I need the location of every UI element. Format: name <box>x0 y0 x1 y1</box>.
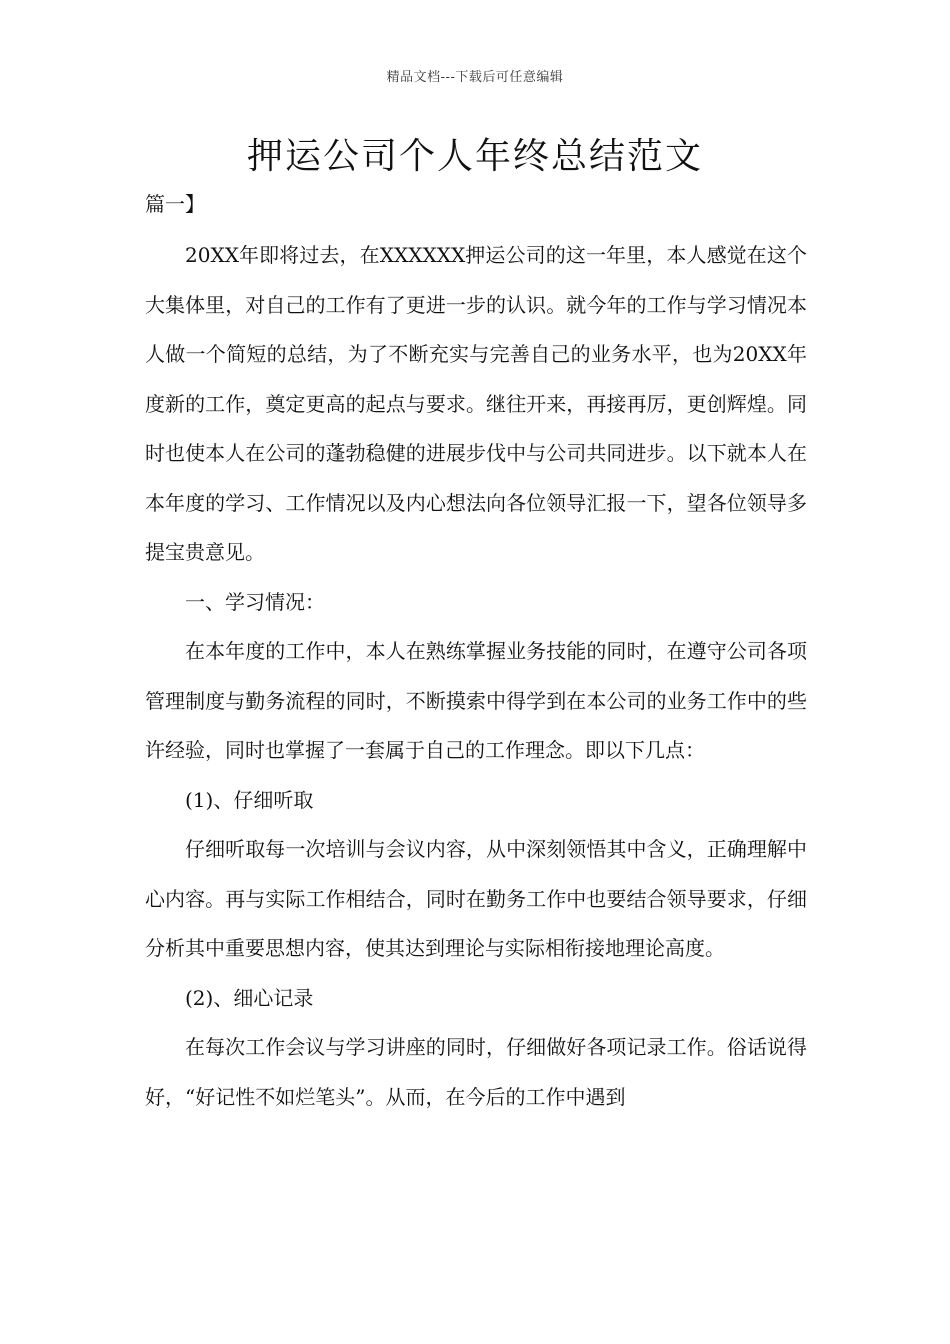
paragraph-careful-recording: 在每次工作会议与学习讲座的同时，仔细做好各项记录工作。俗话说得好，“好记性不如烂笔头”。从而，在今后的工作中遇到 <box>145 1035 807 1109</box>
section-marker: 篇一】 <box>145 192 205 216</box>
document-body <box>145 231 807 1122</box>
subheading-careful-recording: (2)、细心记录 <box>185 985 314 1010</box>
heading-study-situation: 一、学习情况： <box>185 589 325 614</box>
page-header-note: 精品文档---下载后可任意编辑 <box>386 70 564 85</box>
paragraph-study-details: 在本年度的工作中，本人在熟练掌握业务技能的同时，在遵守公司各项管理制度与勤务流程的同时，不断摸索中得学到在本公司的业务工作中的些许经验，同时也掌握了一套属于自己的工作理念。即以下几点： <box>145 639 807 762</box>
paragraph-intro: 20XX年即将过去，在XXXXXX押运公司的这一年里，本人感觉在这个大集体里，对自己的工作有了更进一步的认识。就今年的工作与学习情况本人做一个简短的总结，为了不断充实与完善自己的业务水平，也为20XX年度新的工作，奠定更高的起点与要求。继往开来，再接再厉，更创辉煌。同时也使本人在公司的蓬勃稳健的进展步伐中与公司共同进步。以下就本人在本年度的学习、工作情况以及内心想法向各位领导汇报一下，望各位领导多提宝贵意见。 <box>145 243 807 564</box>
document-title: 押运公司个人年终总结范文 <box>246 136 703 177</box>
paragraph-careful-listening: 仔细听取每一次培训与会议内容，从中深刻领悟其中含义，正确理解中心内容。再与实际工作相结合，同时在勤务工作中也要结合领导要求，仔细分析其中重要思想内容，使其达到理论与实际相衔接地理论高度。 <box>145 837 807 960</box>
subheading-careful-listening: (1)、仔细听取 <box>185 787 314 812</box>
